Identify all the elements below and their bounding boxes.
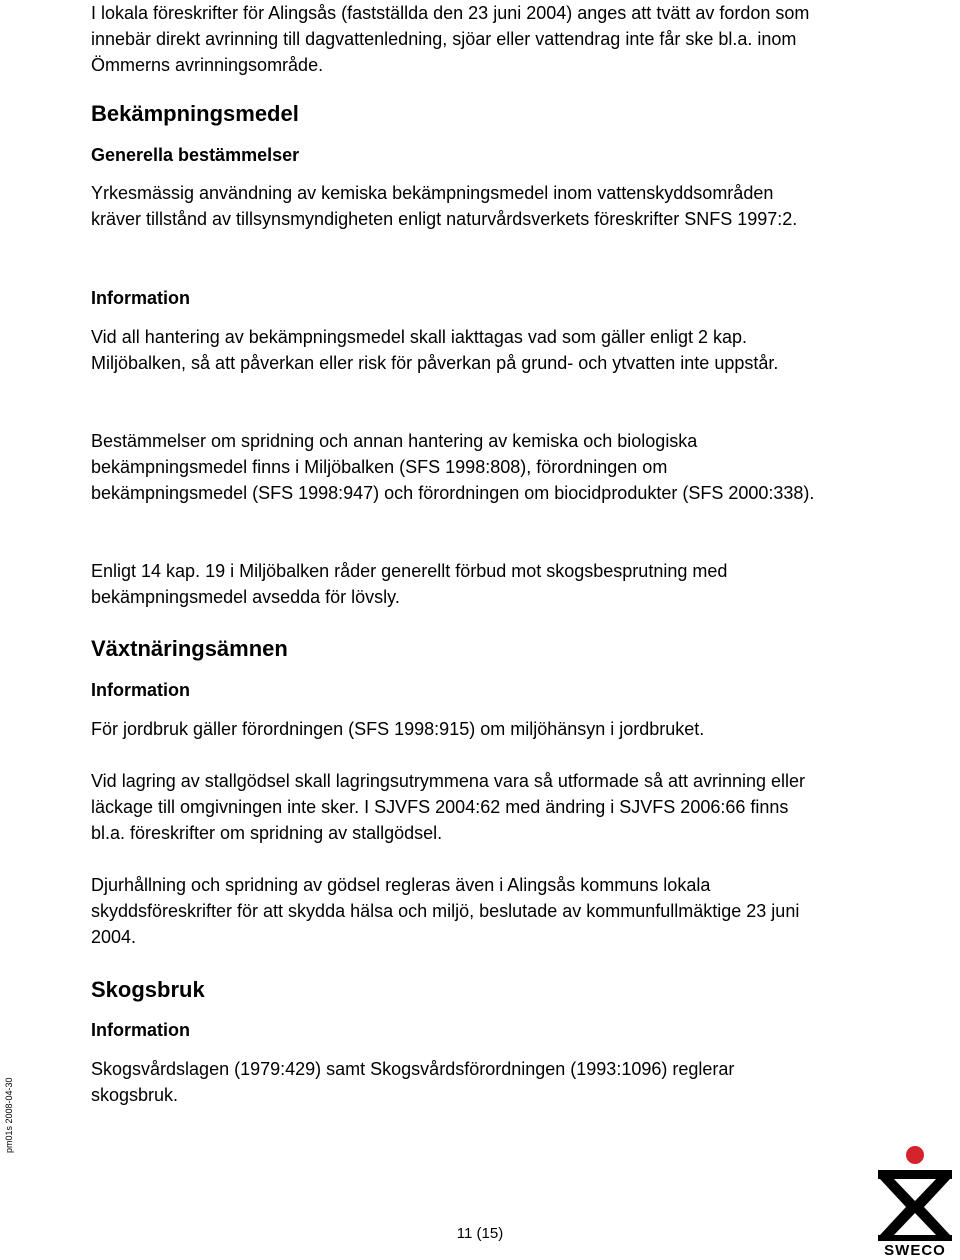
subheading-information-1: Information bbox=[91, 288, 190, 308]
paragraph-yrkesmassig: Yrkesmässig användning av kemiska bekämpningsmedel inom vattenskyddsområden kräver tillstånd av tillsynsmyndigheten enligt naturvårdsverkets föreskrifter SNFS 1997:2. bbox=[91, 183, 798, 229]
paragraph-enligt-14-kap: Enligt 14 kap. 19 i Miljöbalken råder generellt förbud mot skogsbesprutning med bekämpningsmedel avsedda för lövsly. bbox=[91, 561, 728, 607]
subheading-information-3: Information bbox=[91, 1020, 190, 1040]
document-version-stamp: pm01s 2008-04-30 bbox=[4, 1077, 14, 1153]
heading-bekampningsmedel: Bekämpningsmedel bbox=[91, 101, 299, 126]
subheading-generella-bestammelser: Generella bestämmelser bbox=[91, 145, 300, 165]
paragraph-for-jordbruk: För jordbruk gäller förordningen (SFS 1998:915) om miljöhänsyn i jordbruket. bbox=[91, 719, 705, 739]
paragraph-djurhallning: Djurhållning och spridning av gödsel regleras även i Alingsås kommuns lokala skyddsföreskrifter för att skydda hälsa och miljö, beslutade av kommunfullmäktige 23 juni 2004. bbox=[91, 875, 800, 947]
heading-skogsbruk: Skogsbruk bbox=[91, 977, 205, 1002]
logo-top-bar bbox=[878, 1170, 952, 1179]
sweco-logo-icon bbox=[872, 1143, 958, 1258]
paragraph-skogsvardslagen: Skogsvårdslagen (1979:429) samt Skogsvårdsförordningen (1993:1096) reglerar skogsbruk. bbox=[91, 1059, 735, 1105]
logo-text: SWECO bbox=[884, 1242, 946, 1258]
paragraph-vid-lagring: Vid lagring av stallgödsel skall lagringsutrymmena vara så utformade så att avrinning eller läckage till omgivningen inte sker. I SJVFS 2004:62 med ändring i SJVFS 2006:66 finns bl.a. föreskrifter om spridning av stallgödsel. bbox=[91, 771, 806, 843]
logo-bottom-bar bbox=[878, 1235, 952, 1241]
page-number: 11 (15) bbox=[456, 1225, 504, 1242]
heading-vaxtnaringsamnen: Växtnäringsämnen bbox=[91, 636, 288, 661]
paragraph-vid-all-hantering: Vid all hantering av bekämpningsmedel skall iakttagas vad som gäller enligt 2 kap. Miljöbalken, så att påverkan eller risk för påverkan på grund- och ytvatten inte uppstår. bbox=[91, 327, 779, 373]
intro-paragraph: I lokala föreskrifter för Alingsås (fastställda den 23 juni 2004) anges att tvätt av fordon som innebär direkt avrinning till dagvattenledning, sjöar eller vattendrag inte får ske bl.a. inom Ömmerns avrinningsområde. bbox=[91, 3, 810, 75]
paragraph-bestammelser: Bestämmelser om spridning och annan hantering av kemiska och biologiska bekämpningsmedel finns i Miljöbalken (SFS 1998:808), förordningen om bekämpningsmedel (SFS 1998:947) och förordningen om biocidprodukter (SFS 2000:338). bbox=[91, 431, 815, 503]
logo-cross bbox=[880, 1179, 950, 1235]
subheading-information-2: Information bbox=[91, 680, 190, 700]
logo-dot bbox=[906, 1146, 924, 1164]
